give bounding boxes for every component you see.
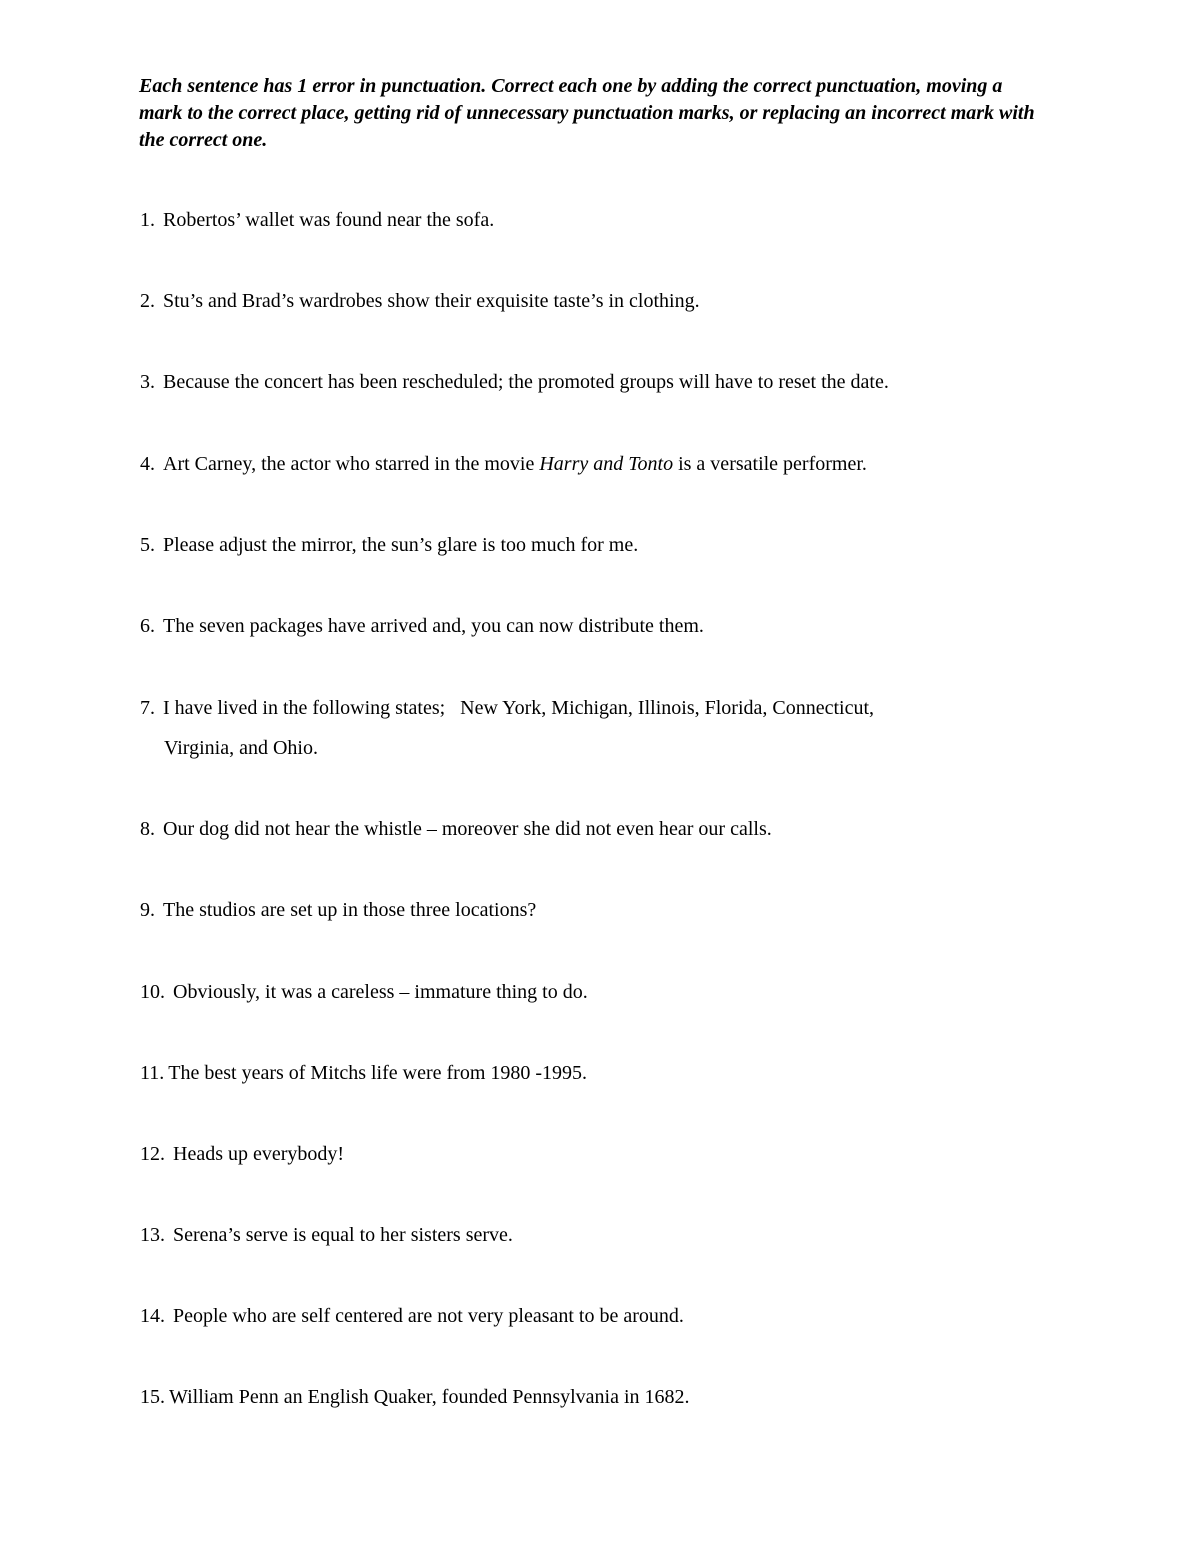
item-1 xyxy=(140,200,1090,240)
item-3 xyxy=(140,362,1090,402)
item-number: 7. xyxy=(140,697,155,719)
movie-title: Harry and Tonto xyxy=(539,453,674,475)
item-text: William Penn an English Quaker, founded Pennsylvania in 1682. xyxy=(169,1386,690,1408)
item-2 xyxy=(140,281,1090,321)
item-text: Stu’s and Brad’s wardrobes show their exquisite taste’s in clothing. xyxy=(163,290,700,312)
item-4 xyxy=(140,444,1090,484)
item-number: 13. xyxy=(140,1224,165,1246)
instructions: Each sentence has 1 error in punctuation. Correct each one by adding the correct punctuation, moving a mark to the correct place, getting rid of unnecessary punctuation marks, or replacing an incorrect mark with the correct one. xyxy=(139,75,1035,151)
item-12 xyxy=(140,1134,1090,1174)
item-14 xyxy=(140,1296,1090,1336)
item-number: 6. xyxy=(140,615,155,637)
item-5 xyxy=(140,525,1090,565)
item-number: 11. xyxy=(140,1062,165,1084)
item-8 xyxy=(140,809,1090,849)
item-text: People who are self centered are not very pleasant to be around. xyxy=(173,1305,684,1327)
item-text: The seven packages have arrived and, you can now distribute them. xyxy=(163,615,704,637)
item-text: The studios are set up in those three locations? xyxy=(163,899,537,921)
item-15 xyxy=(140,1377,1090,1417)
item-number: 15. xyxy=(140,1386,165,1408)
item-number: 5. xyxy=(140,534,155,556)
item-11 xyxy=(140,1053,1090,1093)
item-number: 3. xyxy=(140,371,155,393)
item-text: Serena’s serve is equal to her sisters serve. xyxy=(173,1224,513,1246)
item-text-pre: Art Carney, the actor who starred in the movie xyxy=(163,453,540,475)
item-text: I have lived in the following states; New York, Michigan, Illinois, Florida, Connecticut, xyxy=(163,697,875,719)
item-text: Our dog did not hear the whistle – moreover she did not even hear our calls. xyxy=(163,818,772,840)
item-10 xyxy=(140,972,1090,1012)
item-number: 2. xyxy=(140,290,155,312)
item-number: 14. xyxy=(140,1305,165,1327)
item-text: Please adjust the mirror, the sun’s glare is too much for me. xyxy=(163,534,639,556)
item-text: Obviously, it was a careless – immature thing to do. xyxy=(173,981,588,1003)
item-number: 1. xyxy=(140,209,155,231)
item-7 xyxy=(140,688,1090,768)
item-text: The best years of Mitchs life were from 1980 -1995. xyxy=(168,1062,588,1084)
item-number: 8. xyxy=(140,818,155,840)
item-13 xyxy=(140,1215,1090,1255)
item-number: 10. xyxy=(140,981,165,1003)
item-number: 9. xyxy=(140,899,155,921)
item-number: 4. xyxy=(140,453,155,475)
item-text: Heads up everybody! xyxy=(173,1143,345,1165)
item-number: 12. xyxy=(140,1143,165,1165)
item-text-post: is a versatile performer. xyxy=(673,453,867,475)
item-6 xyxy=(140,606,1090,646)
item-text-continuation: Virginia, and Ohio. xyxy=(164,737,318,759)
item-text: Because the concert has been rescheduled; the promoted groups will have to reset the date. xyxy=(163,371,889,393)
item-text: Robertos’ wallet was found near the sofa. xyxy=(163,209,495,231)
item-9 xyxy=(140,890,1090,930)
